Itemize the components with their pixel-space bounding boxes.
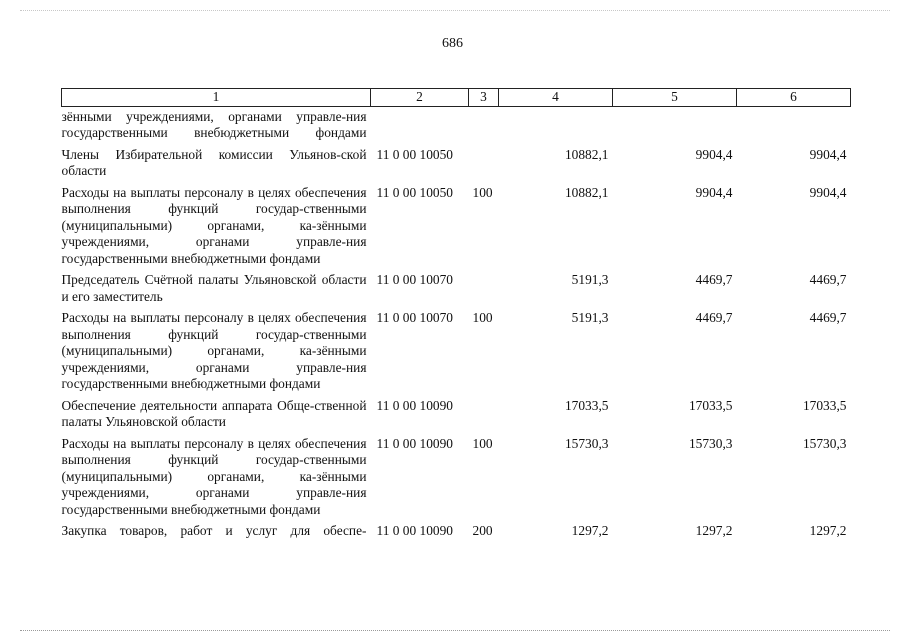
- row-value-col5: 4469,7: [695, 310, 733, 325]
- row-code: 11 0 00 10050: [376, 146, 453, 162]
- scan-edge-top: [20, 10, 890, 12]
- row-value-col4: 17033,5: [564, 397, 609, 413]
- row-value-col4: 10882,1: [564, 184, 609, 200]
- row-value-col5: 9904,4: [695, 184, 733, 200]
- row-description: Председатель Счётной палаты Ульяновской области и его заместитель: [61, 272, 367, 304]
- row-value-col4: 5191,3: [571, 310, 609, 325]
- row-value-col6: 1297,2: [809, 523, 847, 538]
- row-value-col6: 9904,4: [809, 146, 847, 162]
- table-row: [62, 436, 851, 524]
- row-description: зёнными учреждениями, органами управле-ния государственными внебюджетными фондами: [61, 108, 367, 140]
- table-row: [62, 523, 851, 545]
- budget-table: [61, 88, 851, 545]
- row-expense-type: 100: [472, 184, 493, 200]
- table-row: [62, 147, 851, 185]
- row-value-col6: 4469,7: [809, 310, 847, 325]
- row-value-col5: 17033,5: [688, 397, 733, 413]
- row-code: 11 0 00 10090: [376, 435, 453, 451]
- row-value-col4: [499, 106, 613, 147]
- row-value-col4: 5191,3: [571, 272, 609, 287]
- row-expense-type: [469, 398, 499, 436]
- row-value-col5: 1297,2: [695, 523, 733, 538]
- table-row: [62, 185, 851, 273]
- table-row: [62, 272, 851, 310]
- row-value-col5: [613, 106, 737, 147]
- row-code: 11 0 00 10070: [376, 272, 453, 287]
- table-row: [62, 106, 851, 147]
- row-value-col4: 15730,3: [564, 435, 609, 451]
- row-value-col6: 17033,5: [802, 397, 847, 413]
- row-value-col5: 4469,7: [695, 272, 733, 287]
- row-description: Обеспечение деятельности аппарата Обще-ственной палаты Ульяновской области: [61, 397, 367, 429]
- row-description: Расходы на выплаты персоналу в целях обеспечения выполнения функций государ-ственными (муниципальными) органами, ка-зёнными учреждениями, органами управле-ния государственными внебюджетными фондами: [61, 184, 367, 266]
- row-code: 11 0 00 10090: [376, 523, 453, 538]
- row-description: Закупка товаров, работ и услуг для обеспе-: [61, 523, 367, 538]
- row-value-col4: 10882,1: [564, 146, 609, 162]
- column-header-2: 2: [371, 89, 469, 107]
- row-code: 11 0 00 10050: [376, 184, 453, 200]
- row-expense-type: 200: [472, 523, 493, 538]
- row-value-col5: 15730,3: [688, 435, 733, 451]
- row-expense-type: 100: [472, 435, 493, 451]
- table-row: [62, 398, 851, 436]
- column-header-1: 1: [62, 89, 371, 107]
- row-value-col6: 15730,3: [802, 435, 847, 451]
- row-value-col6: 4469,7: [809, 272, 847, 287]
- column-header-6: 6: [737, 89, 851, 107]
- column-header-3: 3: [469, 89, 499, 107]
- table-header-row: [62, 89, 851, 107]
- row-code: 11 0 00 10090: [376, 397, 453, 413]
- row-value-col6: [737, 106, 851, 147]
- row-description: Расходы на выплаты персоналу в целях обеспечения выполнения функций государ-ственными (муниципальными) органами, ка-зёнными учреждениями, органами управле-ния государственными внебюджетными фондами: [61, 435, 367, 517]
- table-row: [62, 310, 851, 398]
- row-value-col5: 9904,4: [695, 146, 733, 162]
- row-description: Члены Избирательной комиссии Ульянов-ской области: [61, 146, 367, 178]
- row-value-col6: 9904,4: [809, 184, 847, 200]
- row-code: [371, 106, 469, 147]
- scan-edge-bottom: [20, 630, 890, 632]
- row-value-col4: 1297,2: [571, 523, 609, 538]
- row-code: 11 0 00 10070: [376, 310, 453, 325]
- column-header-5: 5: [613, 89, 737, 107]
- table-body: [62, 106, 851, 545]
- row-expense-type: [469, 147, 499, 185]
- row-expense-type: [469, 272, 499, 310]
- row-expense-type: 100: [472, 310, 493, 325]
- row-description: Расходы на выплаты персоналу в целях обеспечения выполнения функций государ-ственными (муниципальными) органами, ка-зёнными учреждениями, органами управле-ния государственными внебюджетными фондами: [61, 310, 367, 391]
- row-expense-type: [469, 106, 499, 147]
- column-header-4: 4: [499, 89, 613, 107]
- page-number: 686: [442, 36, 463, 51]
